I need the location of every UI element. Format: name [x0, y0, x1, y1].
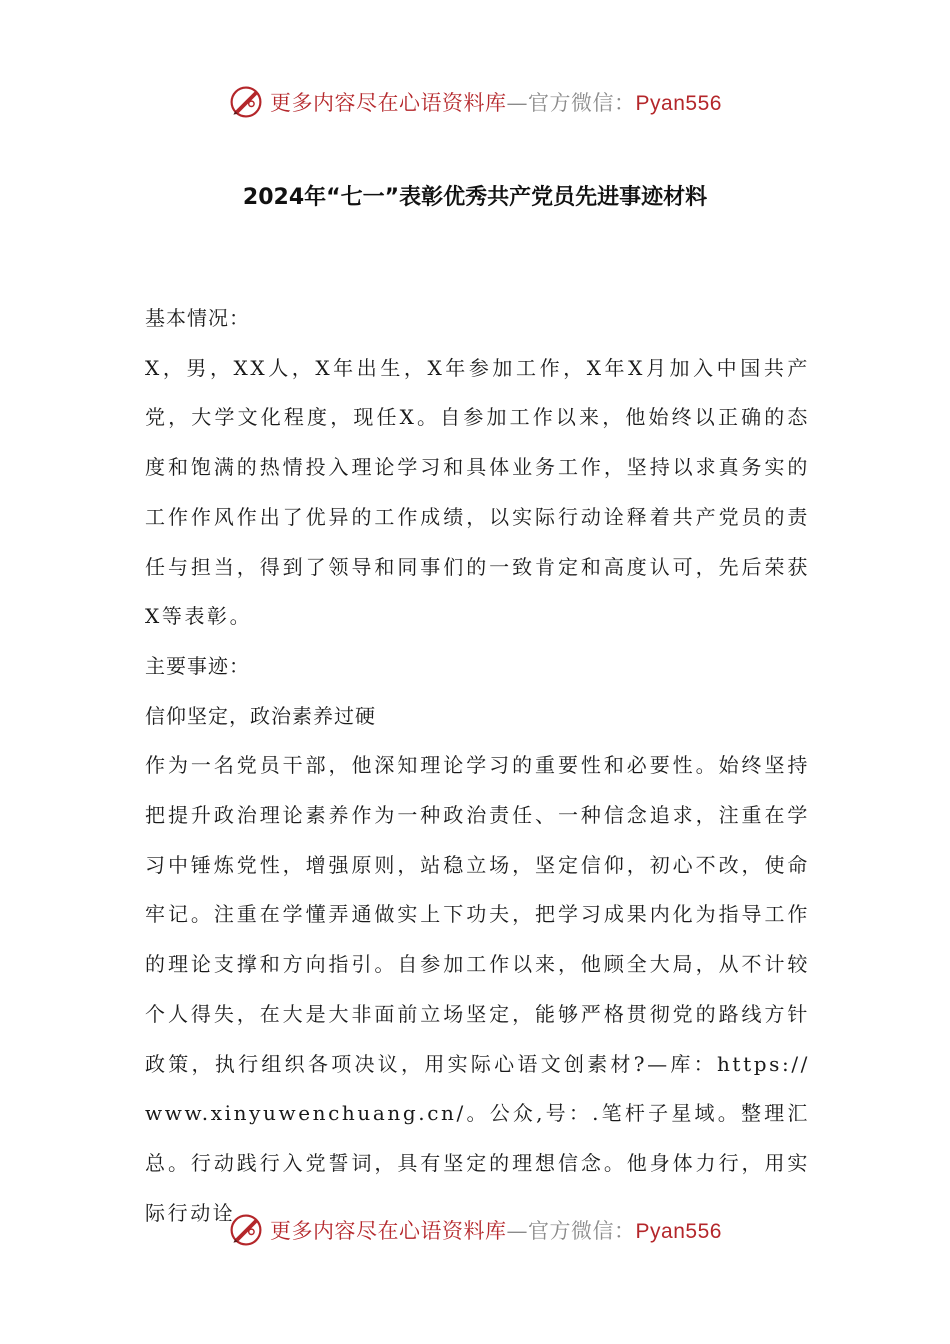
- banner-account: Pyan556: [635, 1220, 722, 1243]
- footer-watermark-banner: [0, 1212, 950, 1248]
- header-watermark-banner: [0, 84, 950, 120]
- pen-logo-icon: [228, 84, 264, 120]
- banner-text: [270, 1215, 722, 1245]
- banner-label: 官方微信：: [528, 91, 636, 115]
- document-body: [145, 294, 810, 1238]
- section-heading-basic-info: 基本情况：: [145, 306, 250, 330]
- paragraph-political-quality: 作为一名党员干部，他深知理论学习的重要性和必要性。始终坚持把提升政治理论素养作为一种政治责任、一种信念追求，注重在学习中锤炼党性，增强原则，站稳立场，坚定信仰，初心不改，使命牢记。注重在学懂弄通做实上下功夫，把学习成果内化为指导工作的理论支撑和方向指引。自参加工作以来，他顾全大局，从不计较个人得失，在大是大非面前立场坚定，能够严格贯彻党的路线方针政策，执行组织各项决议，用实际心语文创素材?—库：https://www.xinyuwenchuang.cn/。公众,号：.笔杆子星域。整理汇总。行动践行入党誓词，具有坚定的理想信念。他身体力行，用实际行动诠: [145, 753, 810, 1225]
- banner-dash: —: [506, 1219, 529, 1243]
- banner-account: Pyan556: [635, 92, 722, 115]
- banner-main-text: 更多内容尽在心语资料库: [270, 91, 507, 115]
- banner-label: 官方微信：: [528, 1219, 636, 1243]
- banner-main-text: 更多内容尽在心语资料库: [270, 1219, 507, 1243]
- pen-logo-icon: [228, 1212, 264, 1248]
- section-heading-main-deeds: 主要事迹：: [145, 653, 250, 678]
- banner-text: [270, 87, 722, 117]
- banner-dash: —: [506, 91, 529, 115]
- document-title: 2024年“七一”表彰优秀共产党员先进事迹材料: [242, 185, 708, 210]
- paragraph-basic-info: X，男，XX人，X年出生，X年参加工作，X年X月加入中国共产党，大学文化程度，现任X。自参加工作以来，他始终以正确的态度和饱满的热情投入理论学习和具体业务工作，坚持以求真务实的工作作风作出了优异的工作成绩，以实际行动诠释着共产党员的责任与担当，得到了领导和同事们的一致肯定和高度认可，先后荣获X等表彰。: [145, 355, 810, 629]
- subheading-political-quality: 信仰坚定，政治素养过硬: [145, 703, 376, 728]
